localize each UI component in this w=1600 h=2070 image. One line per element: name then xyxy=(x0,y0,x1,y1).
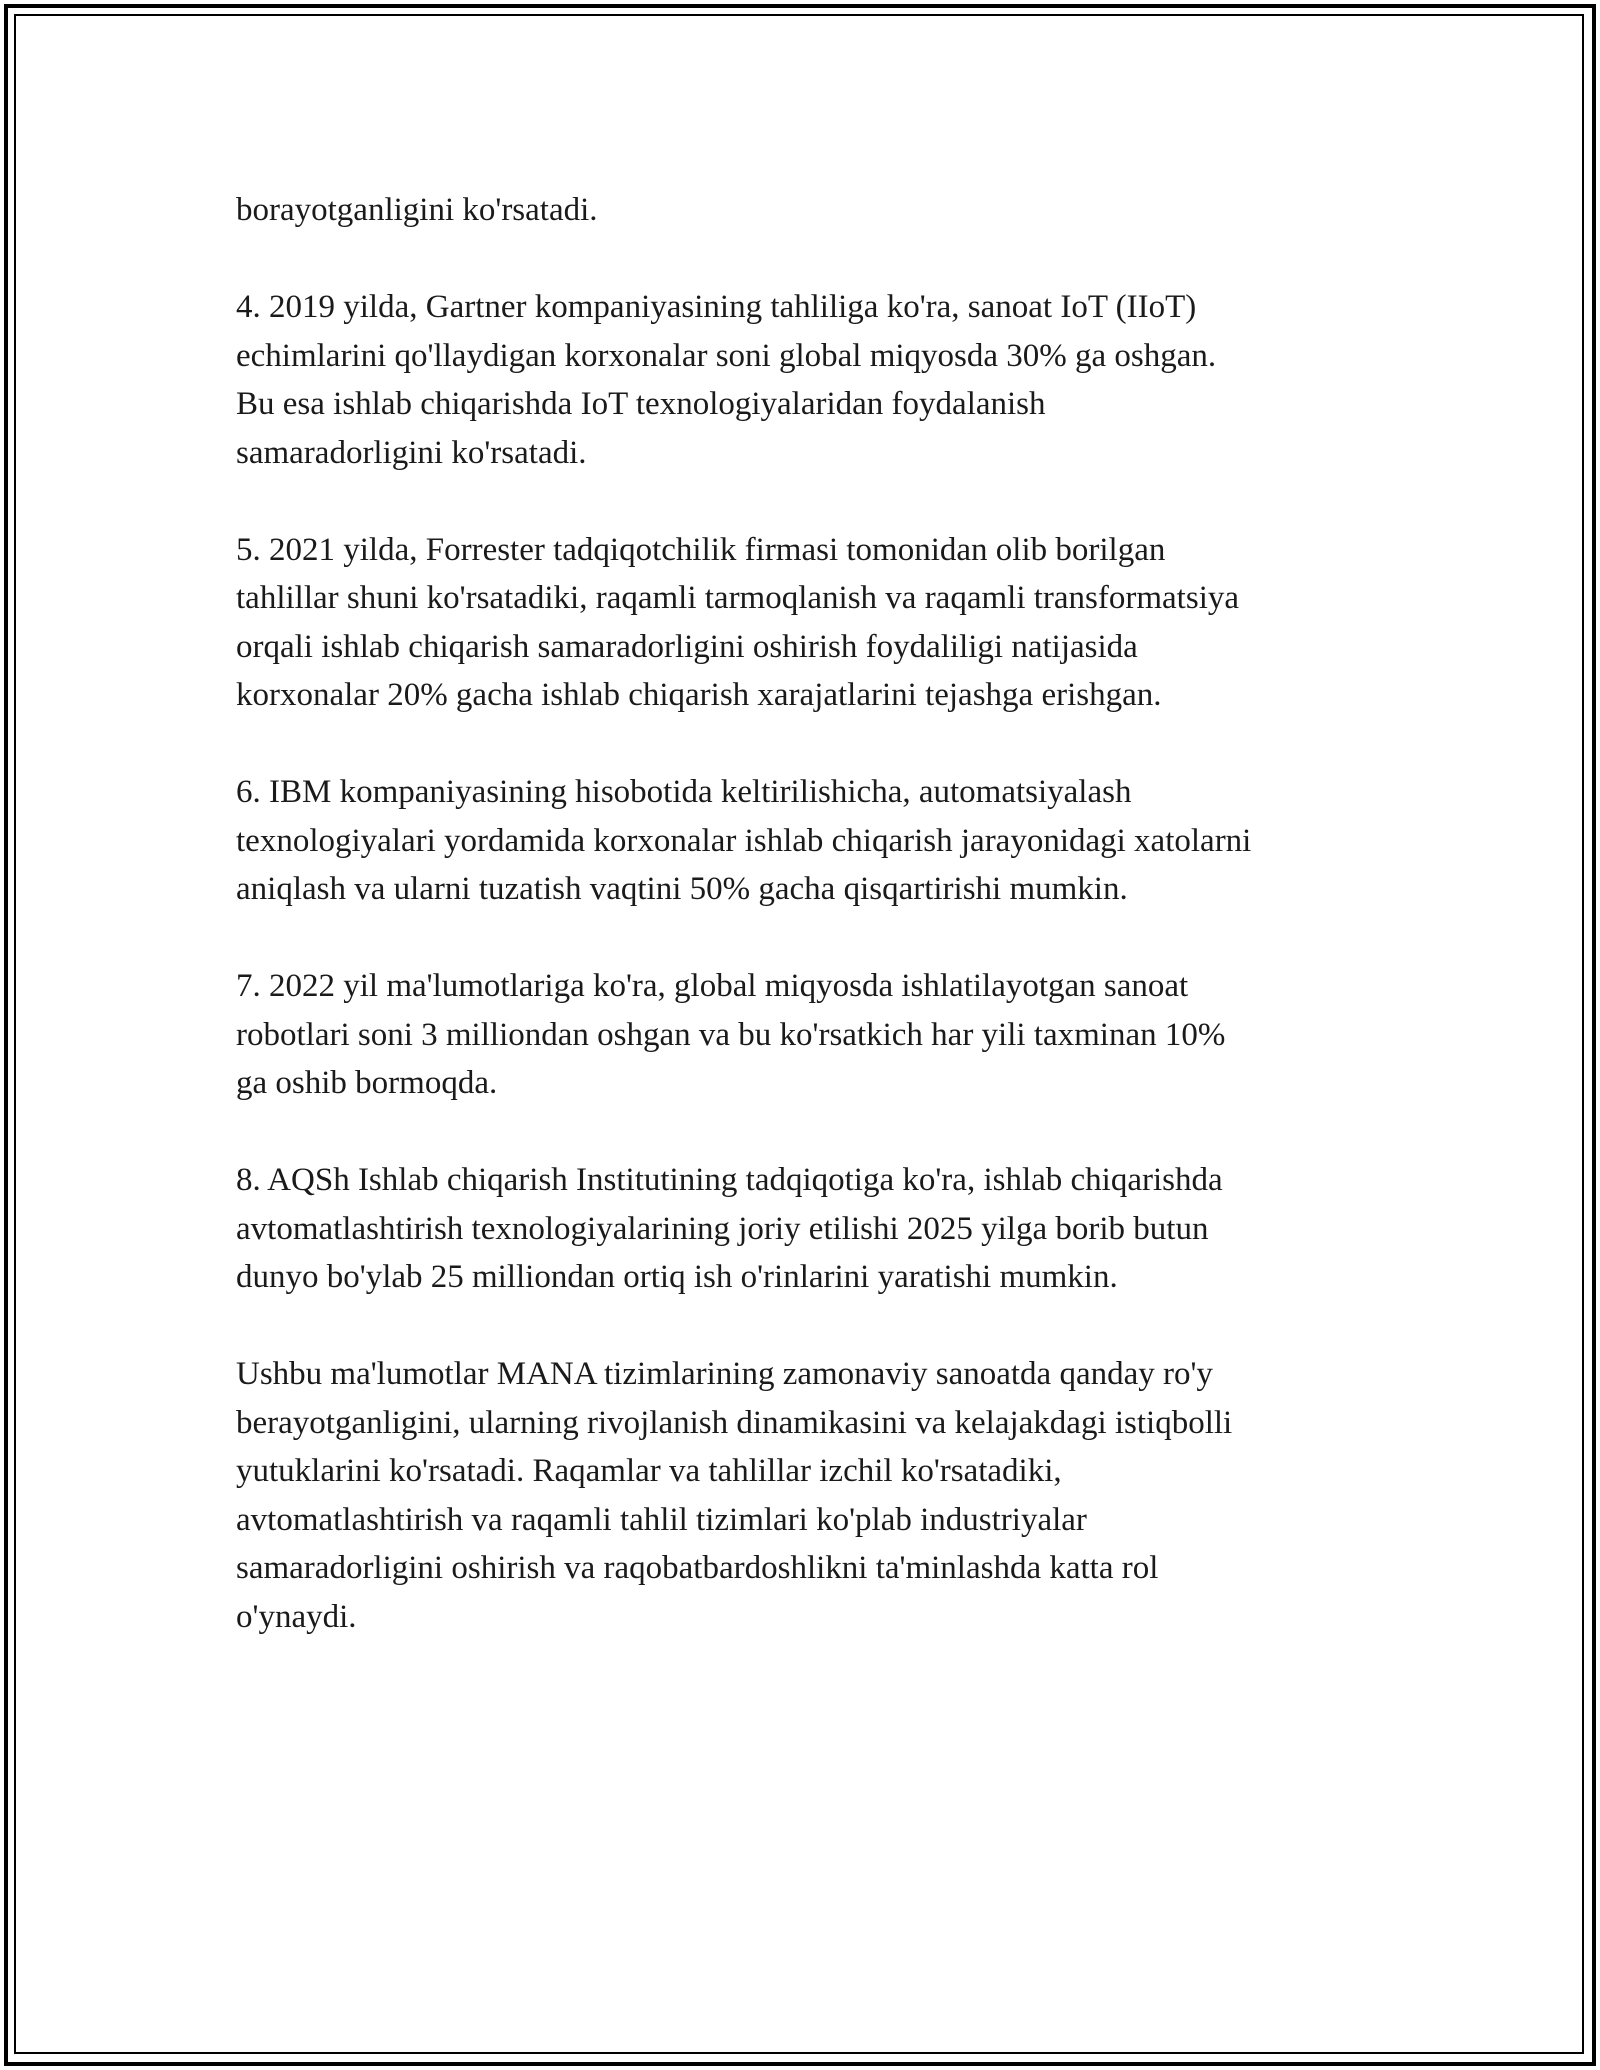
paragraph-item-8: 8. AQSh Ishlab chiqarish Institutining tadqiqotiga ko'ra, ishlab chiqarishda avtomatlashtirish texnologiyalarining joriy etilishi 2025 yilga borib butun dunyo bo'ylab 25 milliondan ortiq ish o'rinlarini yaratishi mumkin. xyxy=(236,1162,1223,1295)
paragraph-continuation: borayotganligini ko'rsatadi. xyxy=(236,192,598,228)
document-body xyxy=(236,186,1386,1641)
paragraph-item-7: 7. 2022 yil ma'lumotlariga ko'ra, global miqyosda ishlatilayotgan sanoat robotlari soni 3 milliondan oshgan va bu ko'rsatkich har yili taxminan 10% ga oshib bormoqda. xyxy=(236,968,1226,1101)
paragraph-conclusion: Ushbu ma'lumotlar MANA tizimlarining zamonaviy sanoatda qanday ro'y berayotganligini, ularning rivojlanish dinamikasini va kelajakdagi istiqbolli yutuklarini ko'rsatadi. Raqamlar va tahlillar izchil ko'rsatadiki, avtomatlashtirish va raqamli tahlil tizimlari ko'plab industriyalar samaradorligini oshirish va raqobatbardoshlikni ta'minlashda katta rol o'ynaydi. xyxy=(236,1356,1233,1635)
paragraph-item-6: 6. IBM kompaniyasining hisobotida keltirilishicha, automatsiyalash texnologiyalari yordamida korxonalar ishlab chiqarish jarayonidagi xatolarni aniqlash va ularni tuzatish vaqtini 50% gacha qisqartirishi mumkin. xyxy=(236,774,1252,907)
paragraph-item-4: 4. 2019 yilda, Gartner kompaniyasining tahliliga ko'ra, sanoat IoT (IIoT) echimlarini qo'llaydigan korxonalar soni global miqyosda 30% ga oshgan. Bu esa ishlab chiqarishda IoT texnologiyalaridan foydalanish samaradorligini ko'rsatadi. xyxy=(236,289,1217,471)
paragraph-item-5: 5. 2021 yilda, Forrester tadqiqotchilik firmasi tomonidan olib borilgan tahlillar shuni ko'rsatadiki, raqamli tarmoqlanish va raqamli transformatsiya orqali ishlab chiqarish samaradorligini oshirish foydaliligi natijasida korxonalar 20% gacha ishlab chiqarish xarajatlarini tejashga erishgan. xyxy=(236,531,1240,713)
